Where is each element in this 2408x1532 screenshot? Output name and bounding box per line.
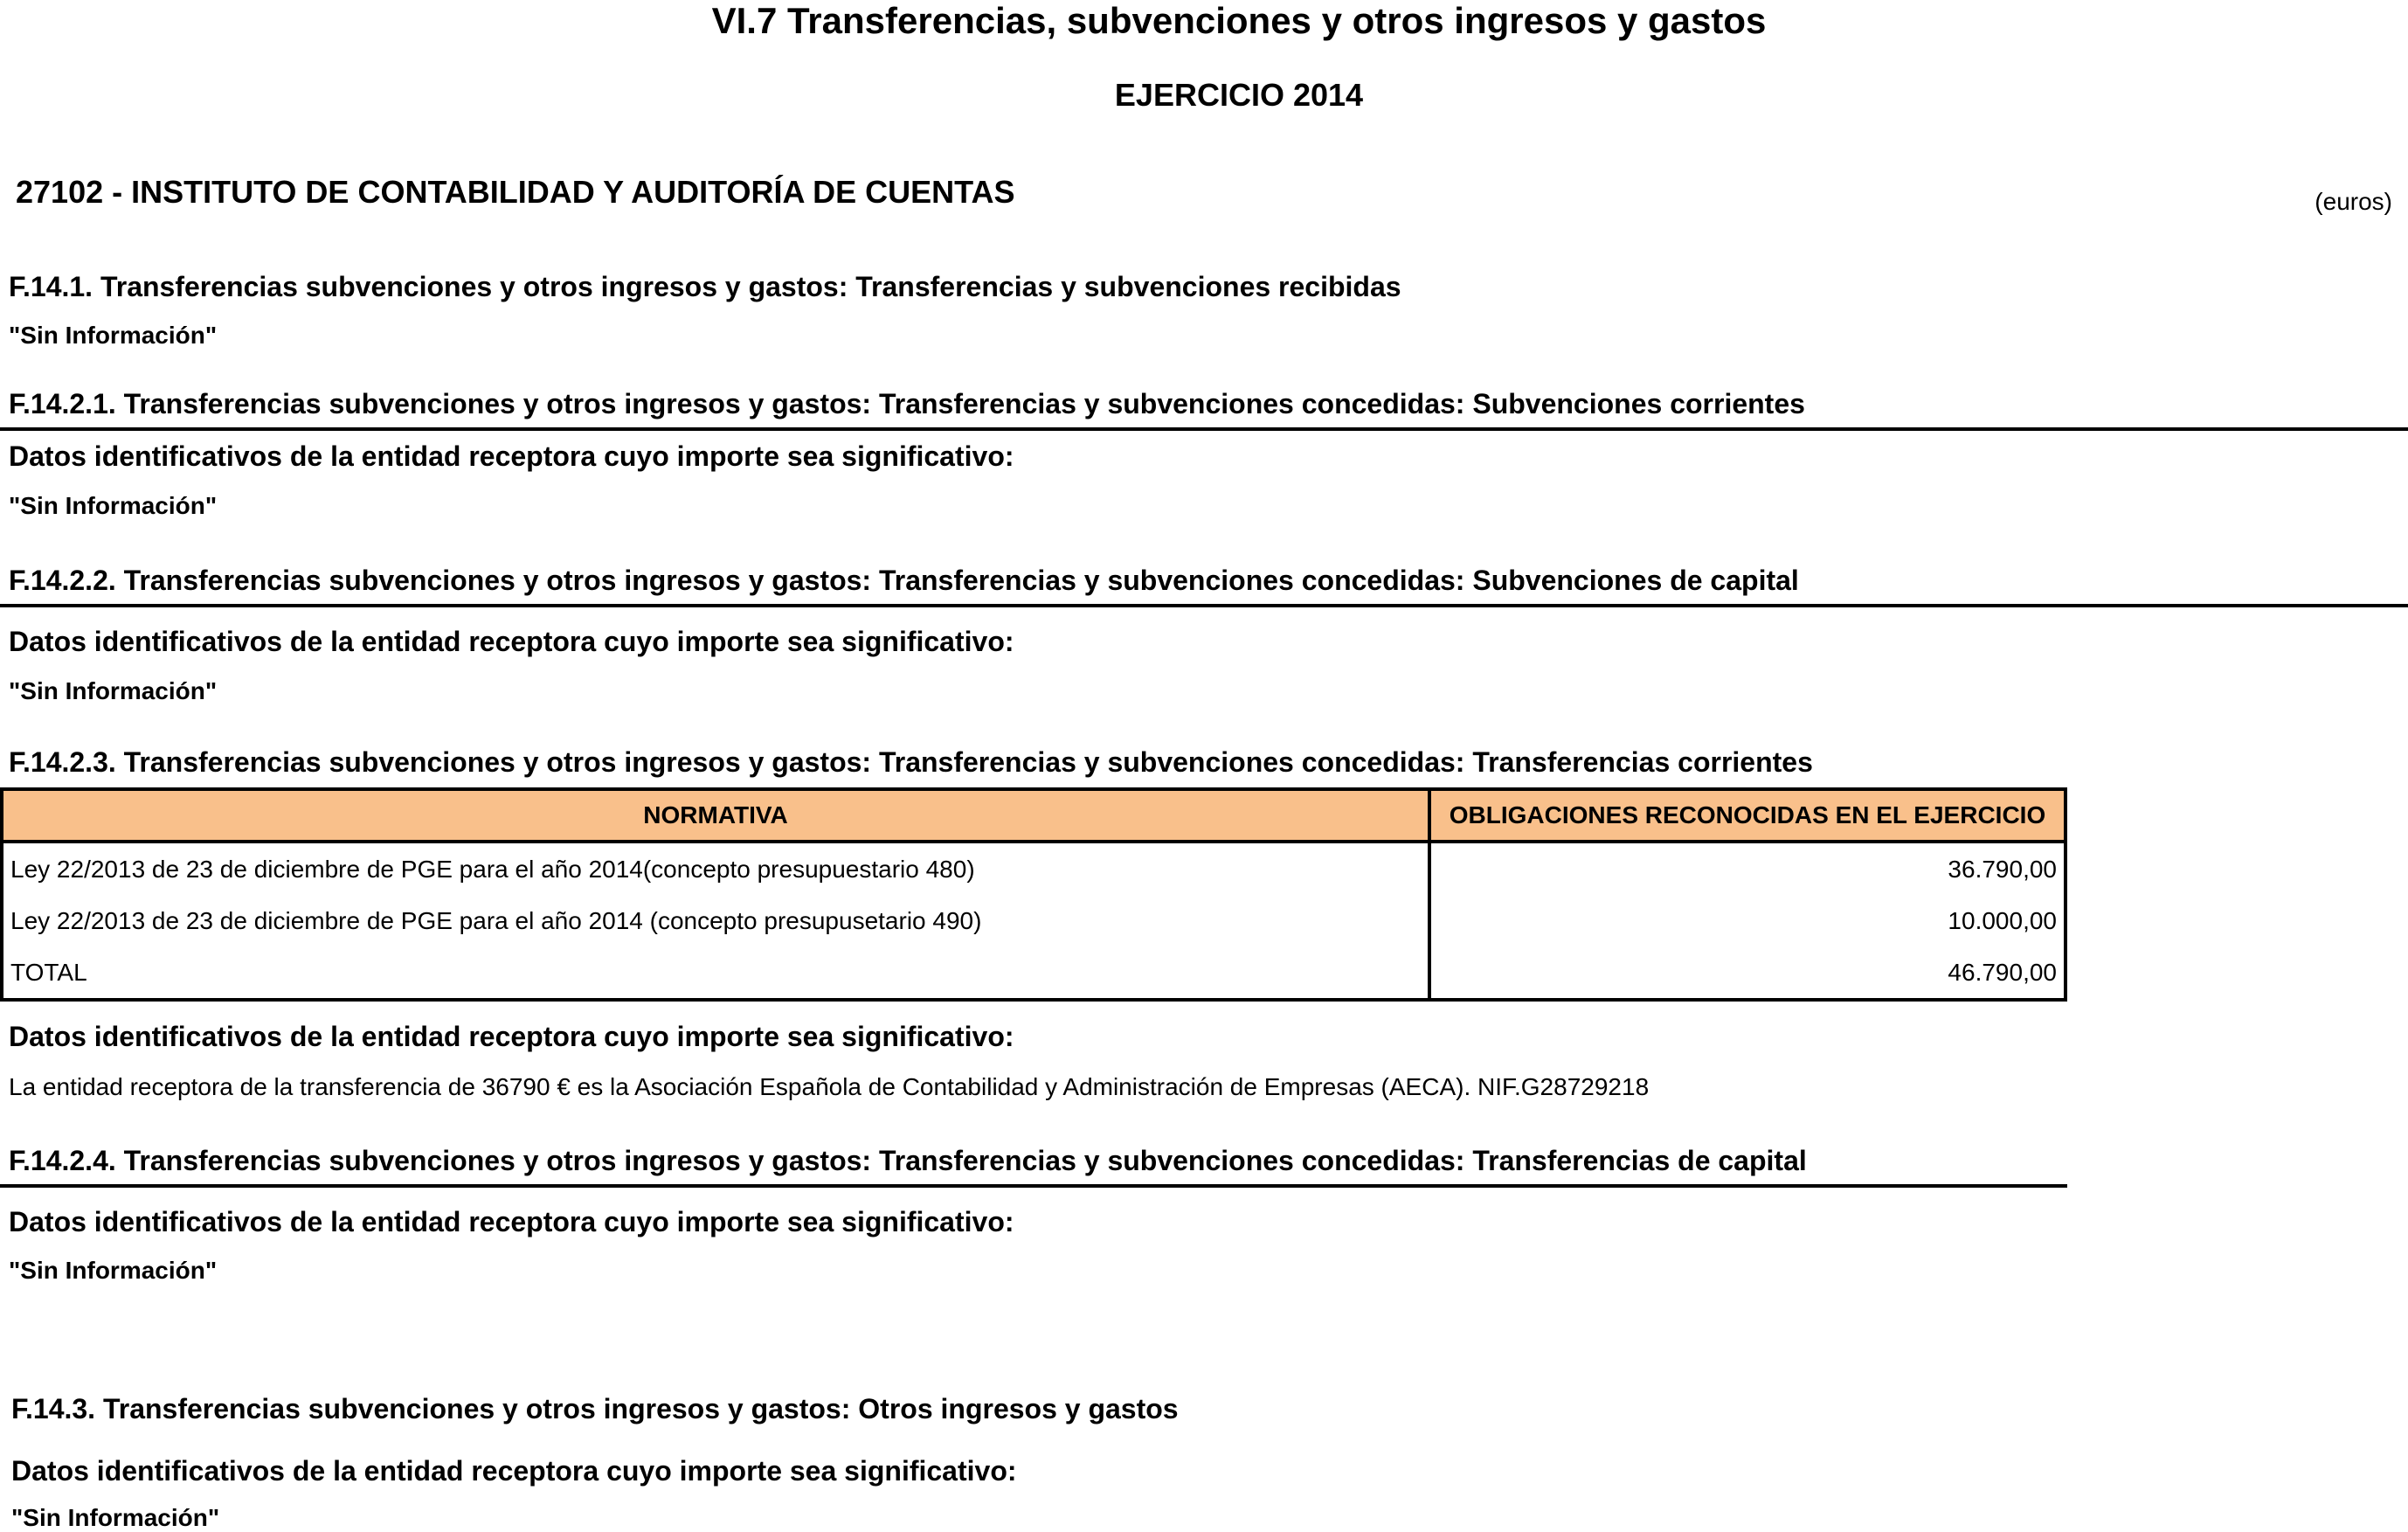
section-f14-2-4-text: "Sin Información"	[9, 1257, 218, 1284]
section-f14-2-2-text: "Sin Información"	[9, 677, 218, 704]
section-f14-2-2-data-title: Datos identificativos de la entidad receptora cuyo importe sea significativo:	[9, 626, 1014, 657]
column-header-normativa: NORMATIVA	[2, 789, 1429, 842]
amount-cell: 10.000,00	[1948, 906, 2057, 934]
section-f14-3-data-title: Datos identificativos de la entidad receptora cuyo importe sea significativo:	[11, 1455, 1017, 1487]
section-divider	[0, 427, 2408, 431]
page-title: VI.7 Transferencias, subvenciones y otros ingresos y gastos	[711, 0, 1767, 41]
normativa-cell: Ley 22/2013 de 23 de diciembre de PGE para el año 2014 (concepto presupusetario 490)	[2, 895, 1429, 946]
amount-cell: 36.790,00	[1948, 855, 2057, 883]
total-label-cell: TOTAL	[2, 946, 1429, 1000]
section-f14-2-1-text: "Sin Información"	[9, 492, 218, 519]
total-amount-cell: 46.790,00	[1948, 958, 2057, 986]
section-title-f14-2-2: F.14.2.2. Transferencias subvenciones y otros ingresos y gastos: Transferencias y subvenciones concedidas: Subvenciones de capital	[9, 565, 1799, 596]
section-f14-1-text: "Sin Información"	[9, 322, 218, 349]
section-title-f14-2-1: F.14.2.1. Transferencias subvenciones y otros ingresos y gastos: Transferencias y subvenciones concedidas: Subvenciones corrientes	[9, 388, 1805, 419]
section-f14-2-3-text: La entidad receptora de la transferencia de 36790 € es la Asociación Española de Contabilidad y Administración de Empresas (AECA). NIF.G28729218	[9, 1073, 1650, 1100]
section-f14-2-3-data-title: Datos identificativos de la entidad receptora cuyo importe sea significativo:	[9, 1021, 1014, 1052]
section-title-f14-1: F.14.1. Transferencias subvenciones y otros ingresos y gastos: Transferencias y subvenciones recibidas	[9, 271, 1401, 302]
table-row-total	[2, 946, 2065, 1000]
table-row	[2, 842, 2065, 895]
entity-name: 27102 - INSTITUTO DE CONTABILIDAD Y AUDITORÍA DE CUENTAS	[16, 174, 1015, 210]
section-title-f14-2-4: F.14.2.4. Transferencias subvenciones y otros ingresos y gastos: Transferencias y subvenciones concedidas: Transferencias de capital	[9, 1145, 1807, 1176]
fiscal-year-subtitle: EJERCICIO 2014	[1114, 77, 1364, 113]
section-title-f14-2-3: F.14.2.3. Transferencias subvenciones y otros ingresos y gastos: Transferencias y subvenciones concedidas: Transferencias corrientes	[9, 746, 1813, 778]
table-row	[2, 895, 2065, 946]
section-title-f14-3: F.14.3. Transferencias subvenciones y otros ingresos y gastos: Otros ingresos y gastos	[11, 1393, 1179, 1425]
currency-units: (euros)	[2315, 188, 2392, 215]
normativa-cell: Ley 22/2013 de 23 de diciembre de PGE para el año 2014(concepto presupuestario 480)	[2, 842, 1429, 895]
section-divider	[0, 604, 2408, 607]
section-f14-2-4-data-title: Datos identificativos de la entidad receptora cuyo importe sea significativo:	[9, 1206, 1014, 1237]
transfers-table	[0, 787, 2067, 1002]
column-header-obligaciones: OBLIGACIONES RECONOCIDAS EN EL EJERCICIO	[1429, 789, 2065, 842]
section-f14-3-text: "Sin Información"	[11, 1504, 220, 1531]
section-divider	[0, 1184, 2067, 1188]
section-f14-2-1-data-title: Datos identificativos de la entidad receptora cuyo importe sea significativo:	[9, 440, 1014, 472]
